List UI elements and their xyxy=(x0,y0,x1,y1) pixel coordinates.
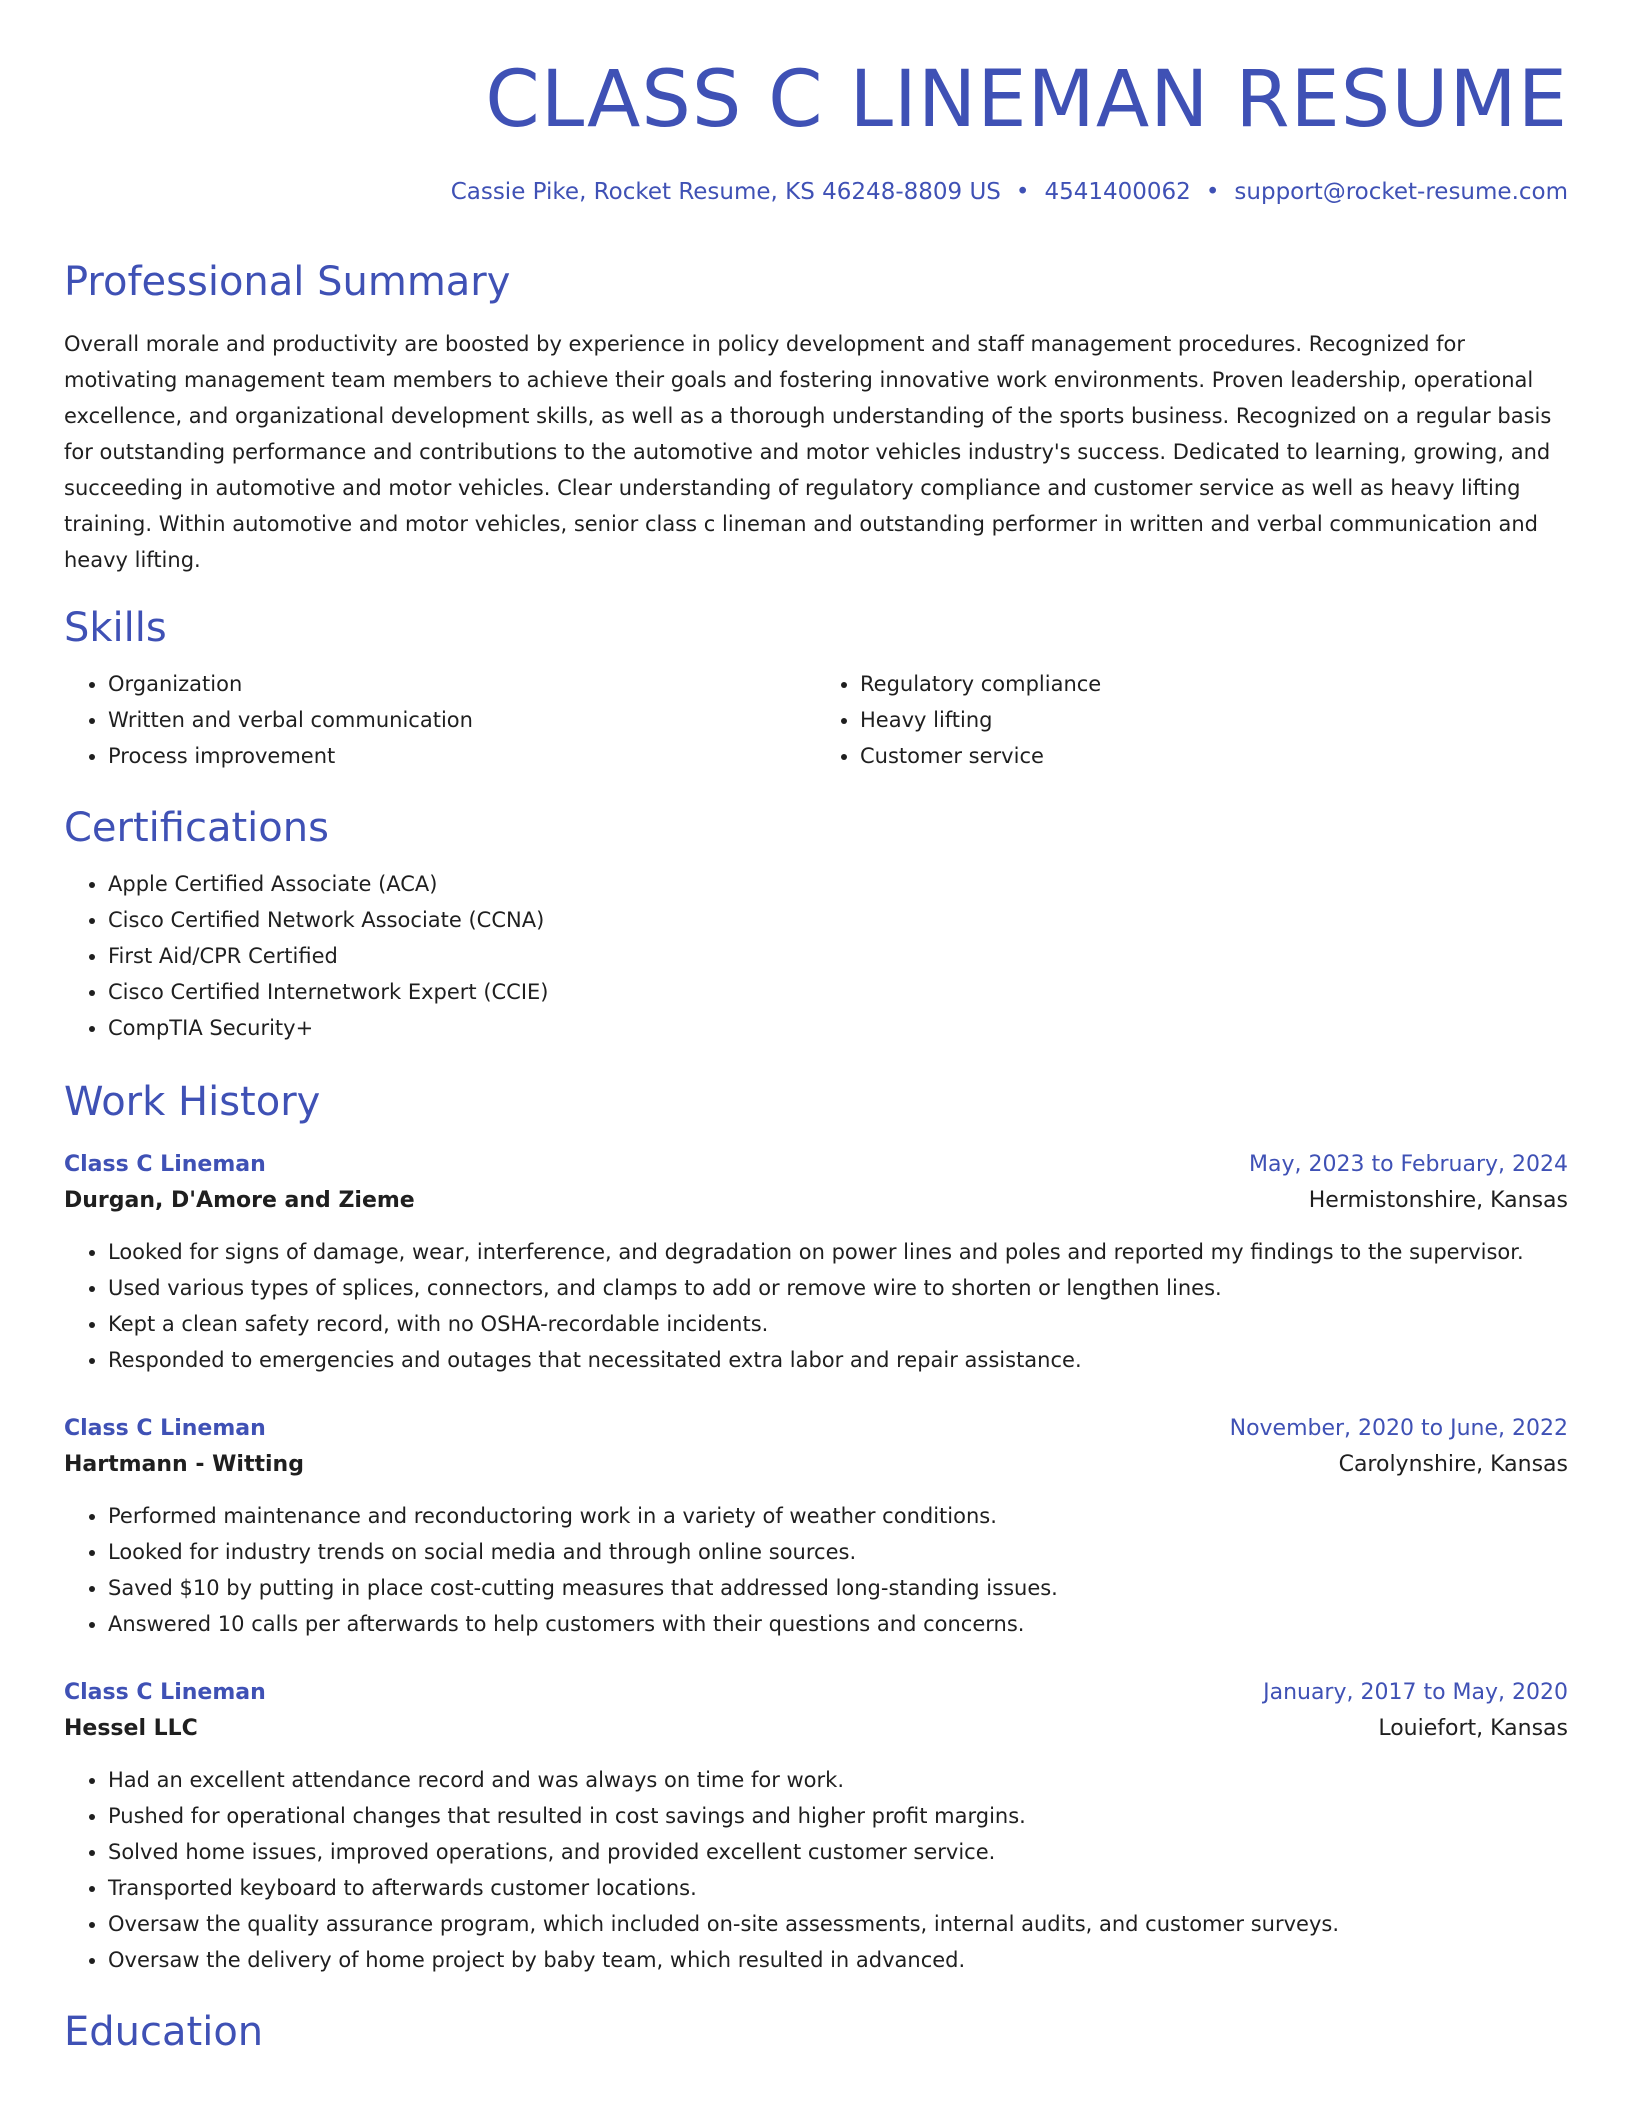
job-company-row xyxy=(64,1182,1568,1220)
job-header-row xyxy=(64,1676,1568,1710)
job-company-row xyxy=(64,1446,1568,1484)
resume-title: CLASS C LINEMAN RESUME xyxy=(485,55,1568,145)
skill-item: • Heavy lifting xyxy=(860,702,1568,738)
skill-item: • Customer service xyxy=(860,738,1568,774)
skills-list-left xyxy=(64,666,816,774)
certifications-heading: Certifications xyxy=(64,805,329,851)
skill-item: • Regulatory compliance xyxy=(860,666,1568,702)
job-location: Carolynshire, Kansas xyxy=(1338,1452,1568,1477)
skills-grid xyxy=(64,666,1568,774)
job-bullet: • Used various types of splices, connectors, and clamps to add or remove wire to shorten or lengthen lines. xyxy=(108,1270,1568,1306)
contact-separator: • xyxy=(1015,179,1030,205)
skill-item: • Process improvement xyxy=(108,738,816,774)
job-entry xyxy=(64,1412,1568,1642)
job-bullets xyxy=(64,1762,1568,1978)
contact-address: Cassie Pike, Rocket Resume, KS 46248-8809 US xyxy=(450,179,1001,205)
job-company: Hartmann - Witting xyxy=(64,1452,304,1477)
summary-heading: Professional Summary xyxy=(64,259,511,305)
job-bullet: • Oversaw the delivery of home project by baby team, which resulted in advanced. xyxy=(108,1942,1568,1978)
job-bullet: • Responded to emergencies and outages that necessitated extra labor and repair assistance. xyxy=(108,1342,1568,1378)
job-bullet: • Kept a clean safety record, with no OSHA-recordable incidents. xyxy=(108,1306,1568,1342)
job-entry xyxy=(64,1676,1568,1978)
skills-heading: Skills xyxy=(64,605,167,651)
job-location: Hermistonshire, Kansas xyxy=(1308,1188,1568,1213)
certification-item: • CompTIA Security+ xyxy=(108,1010,1568,1046)
job-company: Hessel LLC xyxy=(64,1716,198,1741)
job-bullet: • Solved home issues, improved operations, and provided excellent customer service. xyxy=(108,1834,1568,1870)
job-bullet: • Oversaw the quality assurance program, which included on-site assessments, internal audits, and customer surveys. xyxy=(108,1906,1568,1942)
job-header-row xyxy=(64,1148,1568,1182)
contact-phone: 4541400062 xyxy=(1044,179,1191,205)
contact-line xyxy=(64,176,1568,208)
job-company-row xyxy=(64,1710,1568,1748)
certification-item: • Cisco Certified Internetwork Expert (CCIE) xyxy=(108,974,1568,1010)
job-company: Durgan, D'Amore and Zieme xyxy=(64,1188,415,1213)
job-bullet: • Pushed for operational changes that resulted in cost savings and higher profit margins. xyxy=(108,1798,1568,1834)
certification-item: • First Aid/CPR Certified xyxy=(108,938,1568,974)
summary-text: Overall morale and productivity are boosted by experience in policy development and staff management procedures. Recognized for motivating management team members to achieve their goals and fostering innovative work environments. Proven leadership, operational excellence, and organizational development skills, as well as a thorough understanding of the sports business. Recognized on a regular basis for outstanding performance and contributions to the automotive and motor vehicles industry's success. Dedicated to learning, growing, and succeeding in automotive and motor vehicles. Clear understanding of regulatory compliance and customer service as well as heavy lifting training. Within automotive and motor vehicles, senior class c lineman and outstanding performer in written and verbal communication and heavy lifting. xyxy=(64,332,1552,572)
certifications-list xyxy=(64,866,1568,1046)
resume-page xyxy=(64,0,1568,2058)
job-dates: January, 2017 to May, 2020 xyxy=(1263,1680,1568,1705)
job-bullet: • Saved $10 by putting in place cost-cutting measures that addressed long-standing issues. xyxy=(108,1570,1568,1606)
skills-list-right xyxy=(816,666,1568,774)
contact-separator: • xyxy=(1205,179,1220,205)
job-bullets xyxy=(64,1234,1568,1378)
job-bullets xyxy=(64,1498,1568,1642)
job-bullet: • Had an excellent attendance record and was always on time for work. xyxy=(108,1762,1568,1798)
job-role: Class C Lineman xyxy=(64,1680,266,1705)
job-bullet: • Answered 10 calls per afterwards to help customers with their questions and concerns. xyxy=(108,1606,1568,1642)
job-bullet: • Performed maintenance and reconductoring work in a variety of weather conditions. xyxy=(108,1498,1568,1534)
contact-email[interactable]: support@rocket-resume.com xyxy=(1234,179,1568,205)
work-history-heading: Work History xyxy=(64,1079,321,1125)
job-bullet: • Looked for signs of damage, wear, interference, and degradation on power lines and poles and reported my findings to the supervisor. xyxy=(108,1234,1568,1270)
job-location: Louiefort, Kansas xyxy=(1378,1716,1568,1741)
job-role: Class C Lineman xyxy=(64,1152,266,1177)
job-dates: November, 2020 to June, 2022 xyxy=(1229,1416,1568,1441)
job-header-row xyxy=(64,1412,1568,1446)
certification-item: • Apple Certified Associate (ACA) xyxy=(108,866,1568,902)
job-bullet: • Looked for industry trends on social media and through online sources. xyxy=(108,1534,1568,1570)
job-dates: May, 2023 to February, 2024 xyxy=(1249,1152,1568,1177)
skill-item: • Written and verbal communication xyxy=(108,702,816,738)
job-bullet: • Transported keyboard to afterwards customer locations. xyxy=(108,1870,1568,1906)
skill-item: • Organization xyxy=(108,666,816,702)
job-entry xyxy=(64,1148,1568,1378)
education-heading: Education xyxy=(64,2009,264,2055)
certification-item: • Cisco Certified Network Associate (CCNA) xyxy=(108,902,1568,938)
job-role: Class C Lineman xyxy=(64,1416,266,1441)
